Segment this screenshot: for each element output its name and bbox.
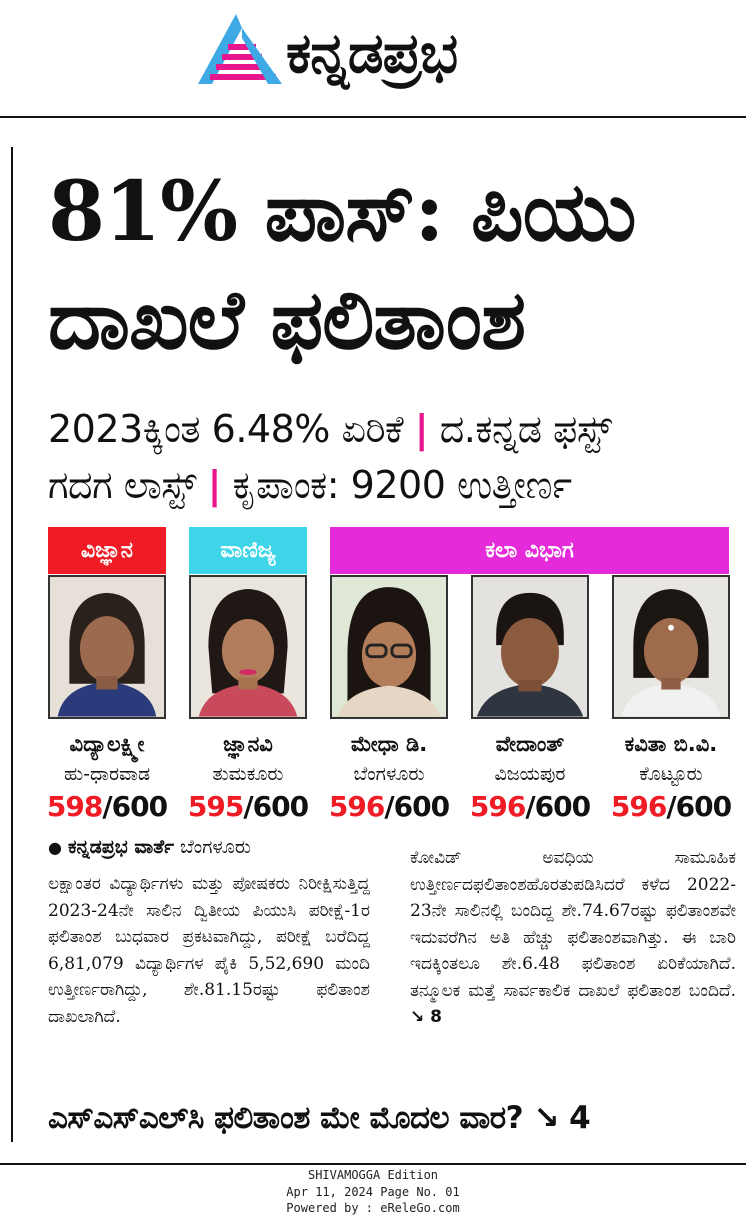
topper-name: ಮೇಧಾ ಡಿ. [350,732,428,756]
score-max: /600 [102,790,168,823]
topper-place: ಹು-ಧಾರವಾಡ [63,763,151,785]
page-footer [0,1167,746,1217]
topper-name: ವೇದಾಂತ್ [495,732,565,756]
score-obtained: 595 [187,790,244,823]
footer-divider [0,1163,746,1165]
topper-place: ವಿಜಯಪುರ [494,763,566,785]
headline-line-2: ದಾಖಲೆ ಫಲಿತಾಂಶ [48,272,526,368]
score-max: /600 [243,790,309,823]
footer-edition: SHIVAMOGGA Edition [307,1168,439,1182]
topper-photo-5 [612,575,730,719]
byline [48,836,251,858]
topper-name: ಕವಿತಾ ಬಿ.ವಿ. [624,732,718,756]
secondary-headline-text: ಎಸ್ಎಸ್ಎಲ್‌ಸಿ ಫಲಿತಾಂಶ ಮೇ ಮೊದಲ ವಾರ? [48,1100,524,1136]
secondary-headline [48,1100,590,1137]
subhead-line-1 [48,404,738,454]
newspaper-logo-text: ಕನ್ನಡಪ್ರಭ [286,21,458,86]
score-obtained: 596 [610,790,667,823]
topper-place: ಕೊಟ್ಟೂರು [639,763,703,785]
score-obtained: 598 [46,790,103,823]
category-commerce: ವಾಣಿಜ್ಯ [189,527,307,574]
byline-city: ಬೆಂಗಳೂರು [179,836,251,858]
masthead-divider [0,116,746,118]
story-text: ಕೋವಿಡ್ ಅವಧಿಯ ಸಾಮೂಹಿಕ ಉತ್ತೀರ್ಣದಫಲಿತಾಂಶಹೊರತುಪಡಿಸಿದರೆ ಕಳೆದ 2022-23ನೇ ಸಾಲಿನಲ್ಲಿ ಬಂದಿದ್ದ ಶೇ.74.67ರಷ್ಟು ಫಲಿತಾಂಶವೇ ಇದುವರೆಗಿನ ಅತಿ ಹೆಚ್ಚು ಫಲಿತಾಂಶವಾಗಿತ್ತು. ಈ ಬಾರಿ ಇದಕ್ಕಿಂತಲೂ ಶೇ.6.48 ಫಲಿತಾಂಶ ಏರಿಕೆಯಾಗಿದೆ. ತನ್ಮೂಲಕ ಮತ್ತೆ ಸಾರ್ವಕಾಲಿಕ ದಾಖಲೆ ಫಲಿತಾಂಶ ಬಂದಿದೆ. [410,848,736,1001]
subhead-separator: | [207,463,221,507]
subhead-text: ದ.ಕನ್ನಡ ಫಸ್ಟ್ [439,407,612,451]
topper-score [319,790,459,823]
topper-score [460,790,600,823]
score-max: /600 [525,790,591,823]
topper-name: ಜ್ಞಾನವಿ [223,732,273,756]
topper-photo-4 [471,575,589,719]
story-column-right [410,845,736,1031]
score-obtained: 596 [328,790,385,823]
topper-photo-2 [189,575,307,719]
topper-place: ತುಮಕೂರು [212,763,284,785]
topper-score [178,790,318,823]
bullet-icon: ● [48,838,62,857]
subhead-separator: | [414,407,429,451]
footer-date: Apr 11, 2024 Page No. 01 [286,1184,460,1199]
category-science: ವಿಜ್ಞಾನ [48,527,166,574]
subhead-line-2 [48,460,738,510]
footer-powered: Powered by : eReleGo.com [286,1201,460,1215]
topper-place: ಬೆಂಗಳೂರು [353,763,425,785]
topper-photo-3 [330,575,448,719]
byline-source: ಕನ್ನಡಪ್ರಭ ವಾರ್ತೆ [67,836,174,858]
subhead-text: ಗದಗ ಲಾಸ್ಟ್ [48,463,197,507]
topper-score [37,790,177,823]
headline-line-1: 81% ಪಾಸ್: ಪಿಯು [48,164,636,260]
topper-score [601,790,741,823]
continued-page-link[interactable]: ↘ 8 [410,1007,442,1027]
continued-page-link[interactable]: ↘ 4 [533,1100,591,1136]
masthead [0,0,746,116]
topper-photo-1 [48,575,166,719]
topper-name: ವಿದ್ಯಾಲಕ್ಷ್ಮೀ [69,732,145,756]
category-arts: ಕಲಾ ವಿಭಾಗ [330,527,729,574]
score-obtained: 596 [469,790,526,823]
subhead-text: ಕೃಪಾಂಕ: 9200 ಉತ್ತೀರ್ಣ [232,463,572,507]
column-divider [11,147,13,1142]
subhead-text: 2023ಕ್ಕಿಂತ 6.48% ಏರಿಕೆ [48,407,404,451]
stacked-triangle-logo-icon [198,14,282,88]
score-max: /600 [666,790,732,823]
score-max: /600 [384,790,450,823]
story-column-left: ಲಕ್ಷಾಂತರ ವಿದ್ಯಾರ್ಥಿಗಳು ಮತ್ತು ಪೋಷಕರು ನಿರೀಕ್ಷಿಸುತ್ತಿದ್ದ 2023-24ನೇ ಸಾಲಿನ ದ್ವಿತೀಯ ಪಿಯುಸಿ ಪರೀಕ್ಷೆ-1ರ ಫಲಿತಾಂಶ ಬುಧವಾರ ಪ್ರಕಟವಾಗಿದ್ದು, ಪರೀಕ್ಷೆ ಬರೆದಿದ್ದ 6,81,079 ವಿದ್ಯಾರ್ಥಿಗಳ ಪೈಕಿ 5,52,690 ಮಂದಿ ಉತ್ತೀರ್ಣರಾಗಿದ್ದು, ಶೇ.81.15ರಷ್ಟು ಫಲಿತಾಂಶ ದಾಖಲಾಗಿದೆ. [48,874,370,1027]
